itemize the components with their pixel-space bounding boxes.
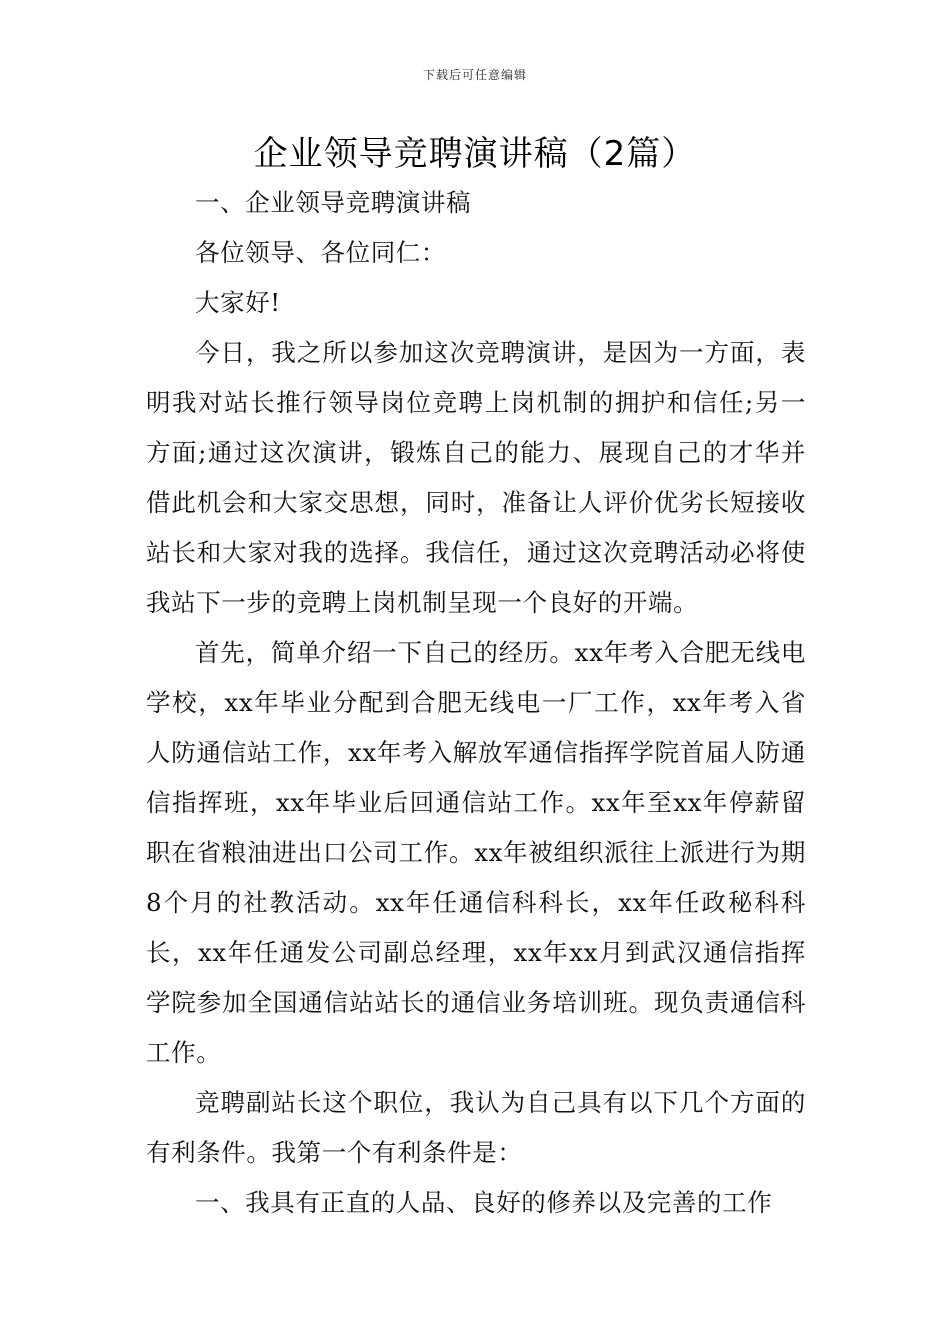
header-note: 下载后可任意编辑 [422, 68, 527, 82]
paragraph-first-condition: 一、我具有正直的人品、良好的修养以及完善的工作 [195, 1188, 773, 1217]
paragraph-conditions: 竞聘副站长这个职位，我认为自己具有以下几个方面的有利条件。我第一个有利条件是： [146, 1088, 806, 1167]
document-title: 企业领导竞聘演讲稿（2篇） [253, 134, 697, 174]
document-body [146, 178, 806, 1228]
salutation: 各位领导、各位同仁： [195, 238, 446, 267]
paragraph-experience: 首先，简单介绍一下自己的经历。xx年考入合肥无线电学校，xx年毕业分配到合肥无线电一厂工作，xx年考入省人防通信站工作，xx年考入解放军通信指挥学院首届人防通信指挥班，xx年毕业后回通信站工作。xx年至xx年停薪留职在省粮油进出口公司工作。xx年被组织派往上派进行为期8个月的社教活动。xx年任通信科科长，xx年任政秘科科长，xx年任通发公司副总经理，xx年xx月到武汉通信指挥学院参加全国通信站站长的通信业务培训班。现负责通信科工作。 [146, 638, 806, 1067]
paragraph-intro: 今日，我之所以参加这次竞聘演讲，是因为一方面，表明我对站长推行领导岗位竞聘上岗机制的拥护和信任;另一方面;通过这次演讲，锻炼自己的能力、展现自己的才华并借此机会和大家交思想，同时，准备让人评价优劣长短接收站长和大家对我的选择。我信任，通过这次竞聘活动必将使我站下一步的竞聘上岗机制呈现一个良好的开端。 [146, 338, 806, 617]
greeting: 大家好! [195, 288, 281, 317]
section-heading: 一、企业领导竞聘演讲稿 [195, 188, 472, 217]
